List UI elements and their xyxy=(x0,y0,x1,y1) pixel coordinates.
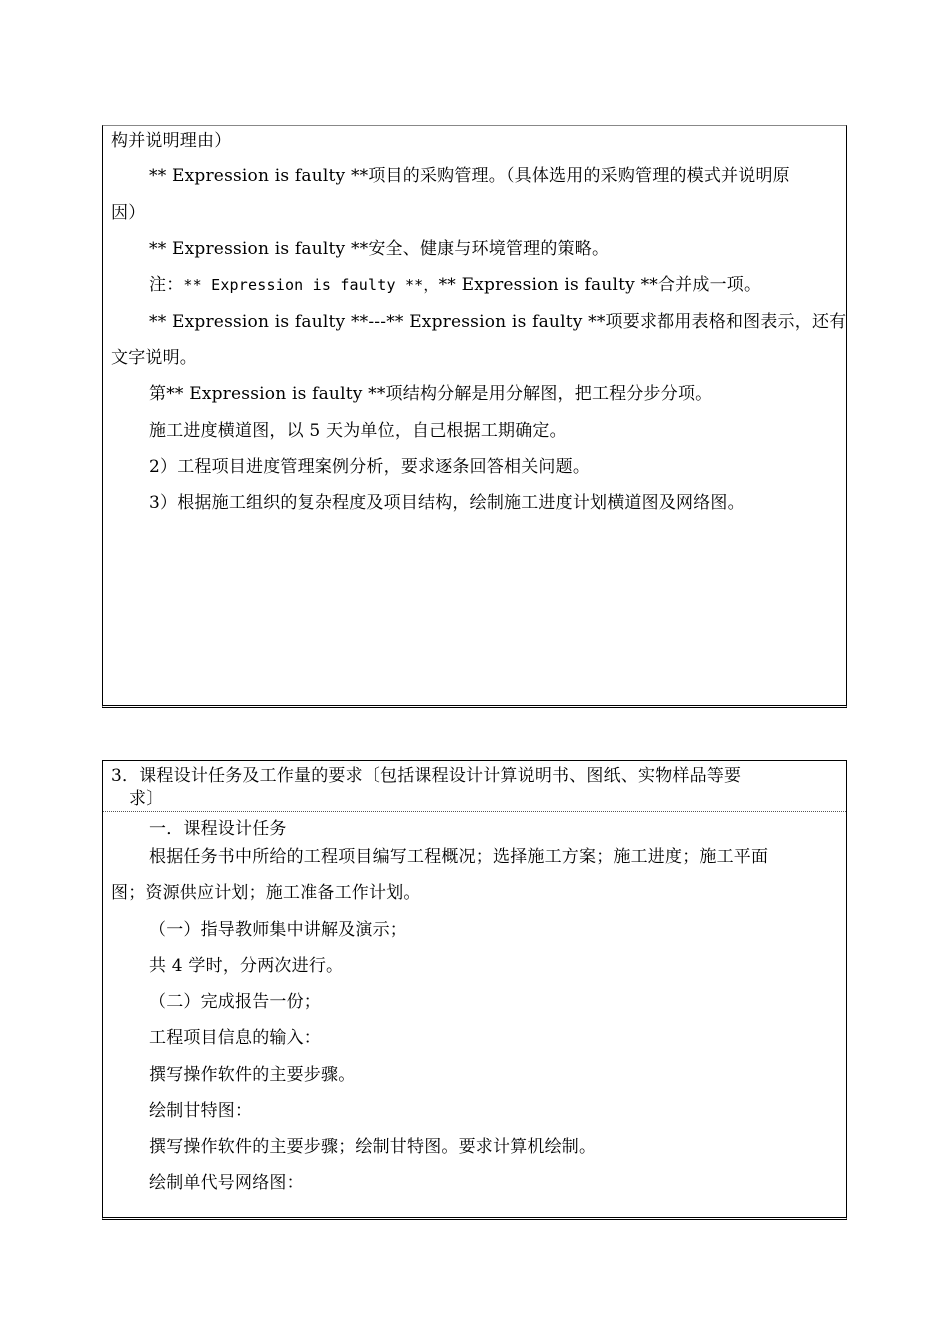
text-line: 根据任务书中所给的工程项目编写工程概况；选择施工方案；施工进度；施工平面 xyxy=(149,847,769,867)
note-line xyxy=(149,275,840,295)
text-line: ** Expression is faulty **项目的采购管理。（具体选用的采购管理的模式并说明原 xyxy=(149,166,790,186)
header-line: 3．课程设计任务及工作量的要求〔包括课程设计计算说明书、图纸、实物样品等要 xyxy=(111,766,742,786)
text-line: 绘制单代号网络图： xyxy=(149,1173,304,1193)
text-line: 撰写操作软件的主要步骤。 xyxy=(149,1065,356,1085)
text-line: 绘制甘特图： xyxy=(149,1101,253,1121)
text-line: 3）根据施工组织的复杂程度及项目结构，绘制施工进度计划横道图及网络图。 xyxy=(149,493,745,513)
text-line: （二）完成报告一份； xyxy=(149,992,321,1012)
text-line: 图；资源供应计划；施工准备工作计划。 xyxy=(111,883,421,903)
text-line: 第** Expression is faulty **项结构分解是用分解图，把工程分步分项。 xyxy=(149,384,713,404)
note-tail: ** Expression is faulty **合并成一项。 xyxy=(438,275,762,295)
task-header xyxy=(103,761,846,812)
text-line: 构并说明理由） xyxy=(111,131,232,151)
text-line: （一）指导教师集中讲解及演示； xyxy=(149,920,407,940)
task-box xyxy=(102,760,847,1220)
text-line: 文字说明。 xyxy=(111,348,197,368)
note-prefix: 注： xyxy=(149,275,184,295)
text-line: 2）工程项目进度管理案例分析，要求逐条回答相关问题。 xyxy=(149,457,591,477)
text-line: ** Expression is faulty **安全、健康与环境管理的策略。 xyxy=(149,239,610,259)
text-line: 一．课程设计任务 xyxy=(149,819,287,839)
text-line: 施工进度横道图，以 5 天为单位，自己根据工期确定。 xyxy=(149,421,567,441)
note-code: ** Expression is faulty **， xyxy=(183,276,439,294)
header-line: 求〕 xyxy=(129,789,164,809)
text-line: 共 4 学时，分两次进行。 xyxy=(149,956,344,976)
text-line: 因） xyxy=(111,203,146,223)
text-line: ** Expression is faulty **---** Expression is faulty **项要求都用表格和图表示，还有 xyxy=(149,312,847,332)
text-line: 撰写操作软件的主要步骤；绘制甘特图。要求计算机绘制。 xyxy=(149,1137,597,1157)
requirements-box xyxy=(102,125,847,708)
text-line: 工程项目信息的输入： xyxy=(149,1028,321,1048)
